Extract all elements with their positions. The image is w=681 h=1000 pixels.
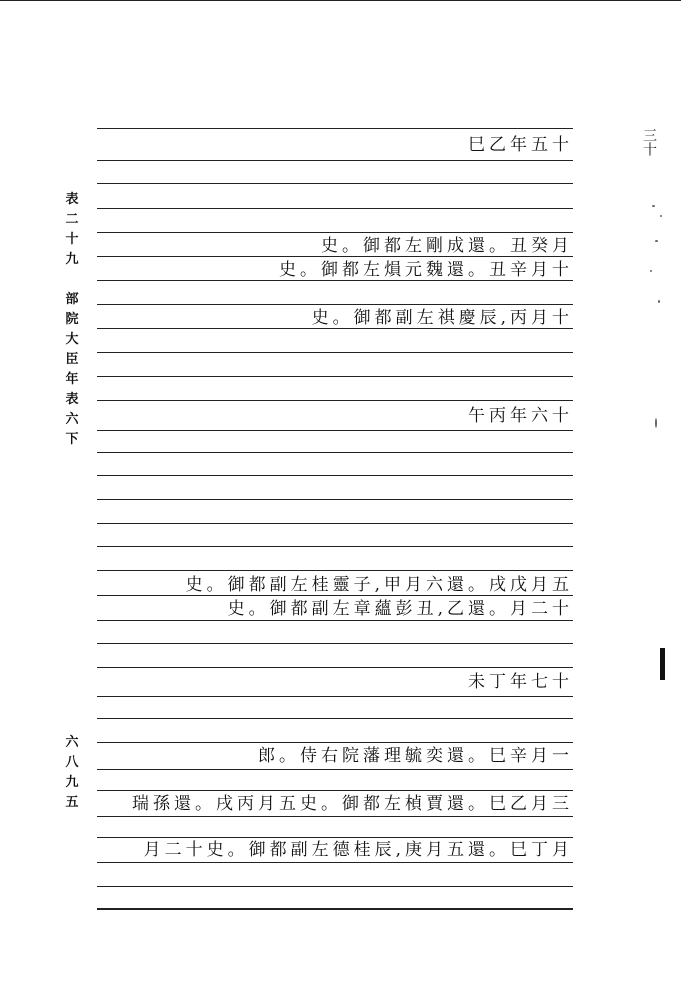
running-head-char: 部: [65, 292, 79, 307]
table-rule: [97, 570, 573, 571]
table-rule: [97, 183, 573, 184]
table-rule: [97, 742, 573, 743]
table-rule: [97, 886, 573, 887]
table-rule: [97, 352, 573, 353]
running-head-char: 下: [65, 432, 79, 447]
page-number: [62, 733, 82, 813]
table-rule: [97, 280, 573, 281]
ink-mark: [660, 648, 665, 680]
appointment-row: 郎。侍右院藩理毓奕還。巳辛月一: [258, 746, 573, 766]
table-rule: [97, 595, 573, 596]
year-heading-row: 未丁年七十: [468, 672, 573, 692]
running-head-char: 五: [65, 795, 79, 810]
table-rule: [97, 452, 573, 453]
appointment-row: 史。御都副左祺慶辰,丙月十: [311, 308, 573, 328]
table-rule: [97, 523, 573, 524]
appointment-row: 史。御都左剛成還。丑癸月: [321, 236, 573, 256]
appointment-row: 史。御都副左桂靈子,甲月六還。戌戊月五: [185, 575, 573, 595]
table-rule: [97, 256, 573, 257]
appointment-row: 月二十史。御都副左德桂辰,庚月五還。巳丁月: [143, 840, 573, 860]
year-heading-row: 巳乙年五十: [468, 135, 573, 155]
table-rule: [97, 546, 573, 547]
ink-speck: [660, 215, 662, 217]
running-head-char: 八: [65, 755, 79, 770]
table-bottom-rule: [97, 908, 573, 910]
ink-speck: [655, 418, 657, 428]
table-rule: [97, 718, 573, 719]
ink-speck: [658, 300, 660, 303]
running-head-char: 十: [65, 232, 79, 247]
running-head-char: 大: [65, 332, 79, 347]
table-rule: [97, 620, 573, 621]
running-head-char: 表: [65, 192, 79, 207]
table-rule: [97, 696, 573, 697]
running-head-gap: [62, 270, 82, 290]
table-rule: [97, 667, 573, 668]
running-head-char: 院: [65, 312, 79, 327]
table-rule: [97, 643, 573, 644]
table-rule: [97, 160, 573, 161]
running-head-char: 二: [65, 212, 79, 227]
table-rule: [97, 499, 573, 500]
appointment-row: 瑞孫還。戌丙月五史。御都左楨賈還。巳乙月三: [132, 794, 573, 814]
table-rule: [97, 376, 573, 377]
table-rule: [97, 400, 573, 401]
table-rule: [97, 837, 573, 838]
table-rule: [97, 790, 573, 791]
ink-speck: [655, 240, 658, 242]
page-top-border: [0, 0, 681, 1]
table-rule: [97, 769, 573, 770]
appointment-row: 史。御都副左章蘊彭丑,乙還。月二十: [227, 599, 573, 619]
ink-speck: [650, 270, 652, 272]
adjacent-page-edge-text: 三十: [641, 128, 657, 156]
appointment-row: 史。御都左熉元魏還。丑辛月十: [279, 260, 573, 280]
running-head-char: 表: [65, 392, 79, 407]
table-rule: [97, 475, 573, 476]
table-rule: [97, 304, 573, 305]
running-head-table-title: [62, 190, 82, 450]
table-rule: [97, 862, 573, 863]
running-head-char: 六: [65, 412, 79, 427]
table-rule: [97, 328, 573, 329]
ink-speck: [652, 205, 655, 207]
table-rule: [97, 430, 573, 431]
table-rule: [97, 208, 573, 209]
running-head-char: 年: [65, 372, 79, 387]
year-heading-row: 午丙年六十: [468, 406, 573, 426]
table-rule: [97, 816, 573, 817]
running-head-char: 九: [65, 775, 79, 790]
running-head-char: 六: [65, 735, 79, 750]
table-rule: [97, 232, 573, 233]
running-head-char: 臣: [65, 352, 79, 367]
running-head-char: 九: [65, 252, 79, 267]
table-rule: [97, 128, 573, 129]
